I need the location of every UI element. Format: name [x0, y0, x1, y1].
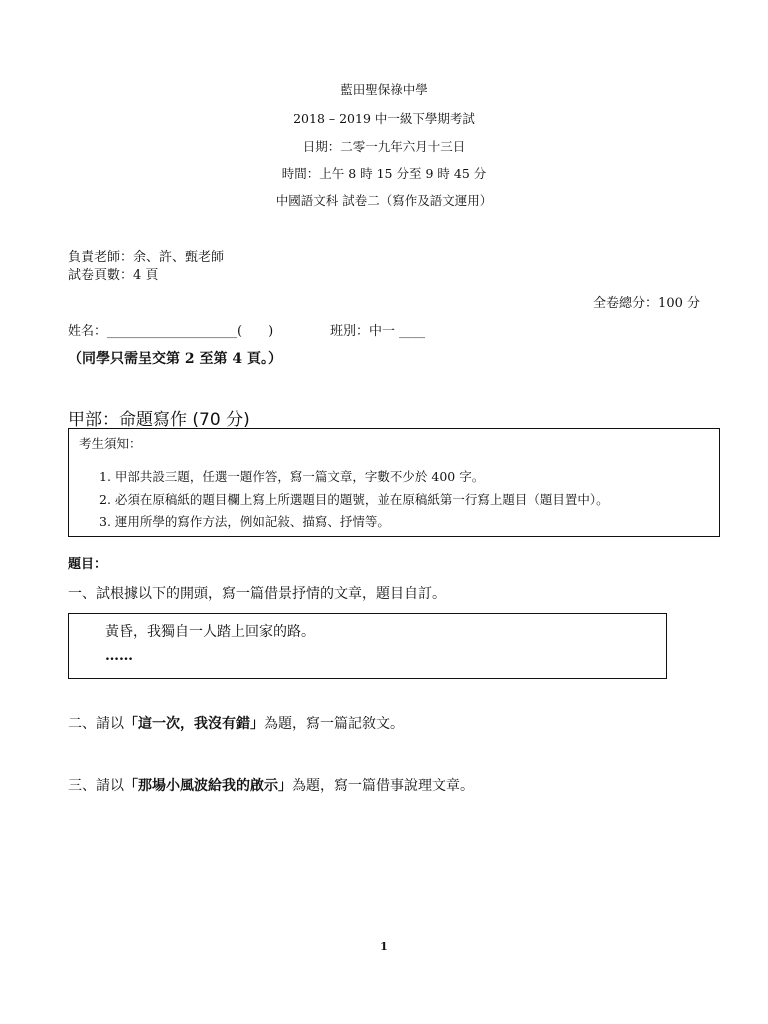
- exam-date: 日期：二零一九年六月十三日: [302, 139, 466, 154]
- note-item: 3. 運用所學的寫作方法，例如記敍、描寫、抒情等。: [99, 514, 390, 529]
- opening-ellipsis: ……: [105, 648, 133, 664]
- page-number: 1: [380, 940, 388, 953]
- exam-time: 時間：上午 8 時 15 分至 9 時 45 分: [281, 166, 487, 181]
- question-2: [68, 713, 404, 733]
- question-2-title: 「這一次，我沒有錯」: [124, 716, 264, 732]
- total-marks: 全卷總分：100 分: [593, 296, 700, 311]
- section-a-title: 甲部：命題寫作 (70 分): [68, 410, 250, 430]
- question-2-suffix: 為題，寫一篇記敘文。: [264, 716, 404, 732]
- school-name: 藍田聖保祿中學: [340, 82, 428, 97]
- question-1: 一、試根據以下的開頭，寫一篇借景抒情的文章，題目自訂。: [68, 586, 446, 602]
- question-3-suffix: 為題，寫一篇借事說理文章。: [292, 778, 474, 794]
- question-3-prefix: 三、請以: [68, 778, 124, 794]
- opening-box: [68, 613, 667, 679]
- paper-title: 中國語文科 試卷二（寫作及語文運用）: [275, 193, 493, 208]
- pages-line: 試卷頁數：4 頁: [68, 268, 159, 283]
- question-3-title: 「那場小風波給我的啟示」: [124, 778, 292, 794]
- question-3: [68, 775, 474, 795]
- note-item: 2. 必須在原稿紙的題目欄上寫上所選題目的題號，並在原稿紙第一行寫上題目（題目置中）。: [99, 492, 609, 507]
- teachers-line: 負責老師：余、許、甄老師: [68, 250, 225, 265]
- questions-heading: 題目：: [68, 557, 108, 572]
- name-label: 姓名：: [68, 324, 108, 339]
- notes-box: [68, 428, 720, 537]
- name-row: [68, 320, 273, 339]
- submit-note: （同學只需呈交第 2 至第 4 頁。）: [68, 351, 282, 367]
- opening-line: 黃昏，我獨自一人踏上回家的路。: [105, 624, 315, 640]
- notes-heading: 考生須知：: [79, 436, 142, 451]
- question-2-prefix: 二、請以: [68, 716, 124, 732]
- class-number: ( ): [237, 324, 274, 339]
- exam-title: 2018 – 2019 中一級下學期考試: [293, 111, 475, 126]
- note-item: 1. 甲部共設三題，任選一題作答，寫一篇文章，字數不少於 400 字。: [99, 469, 485, 484]
- name-blank: ____________________: [107, 324, 238, 339]
- class-label: 班別：中一 ____: [330, 324, 426, 339]
